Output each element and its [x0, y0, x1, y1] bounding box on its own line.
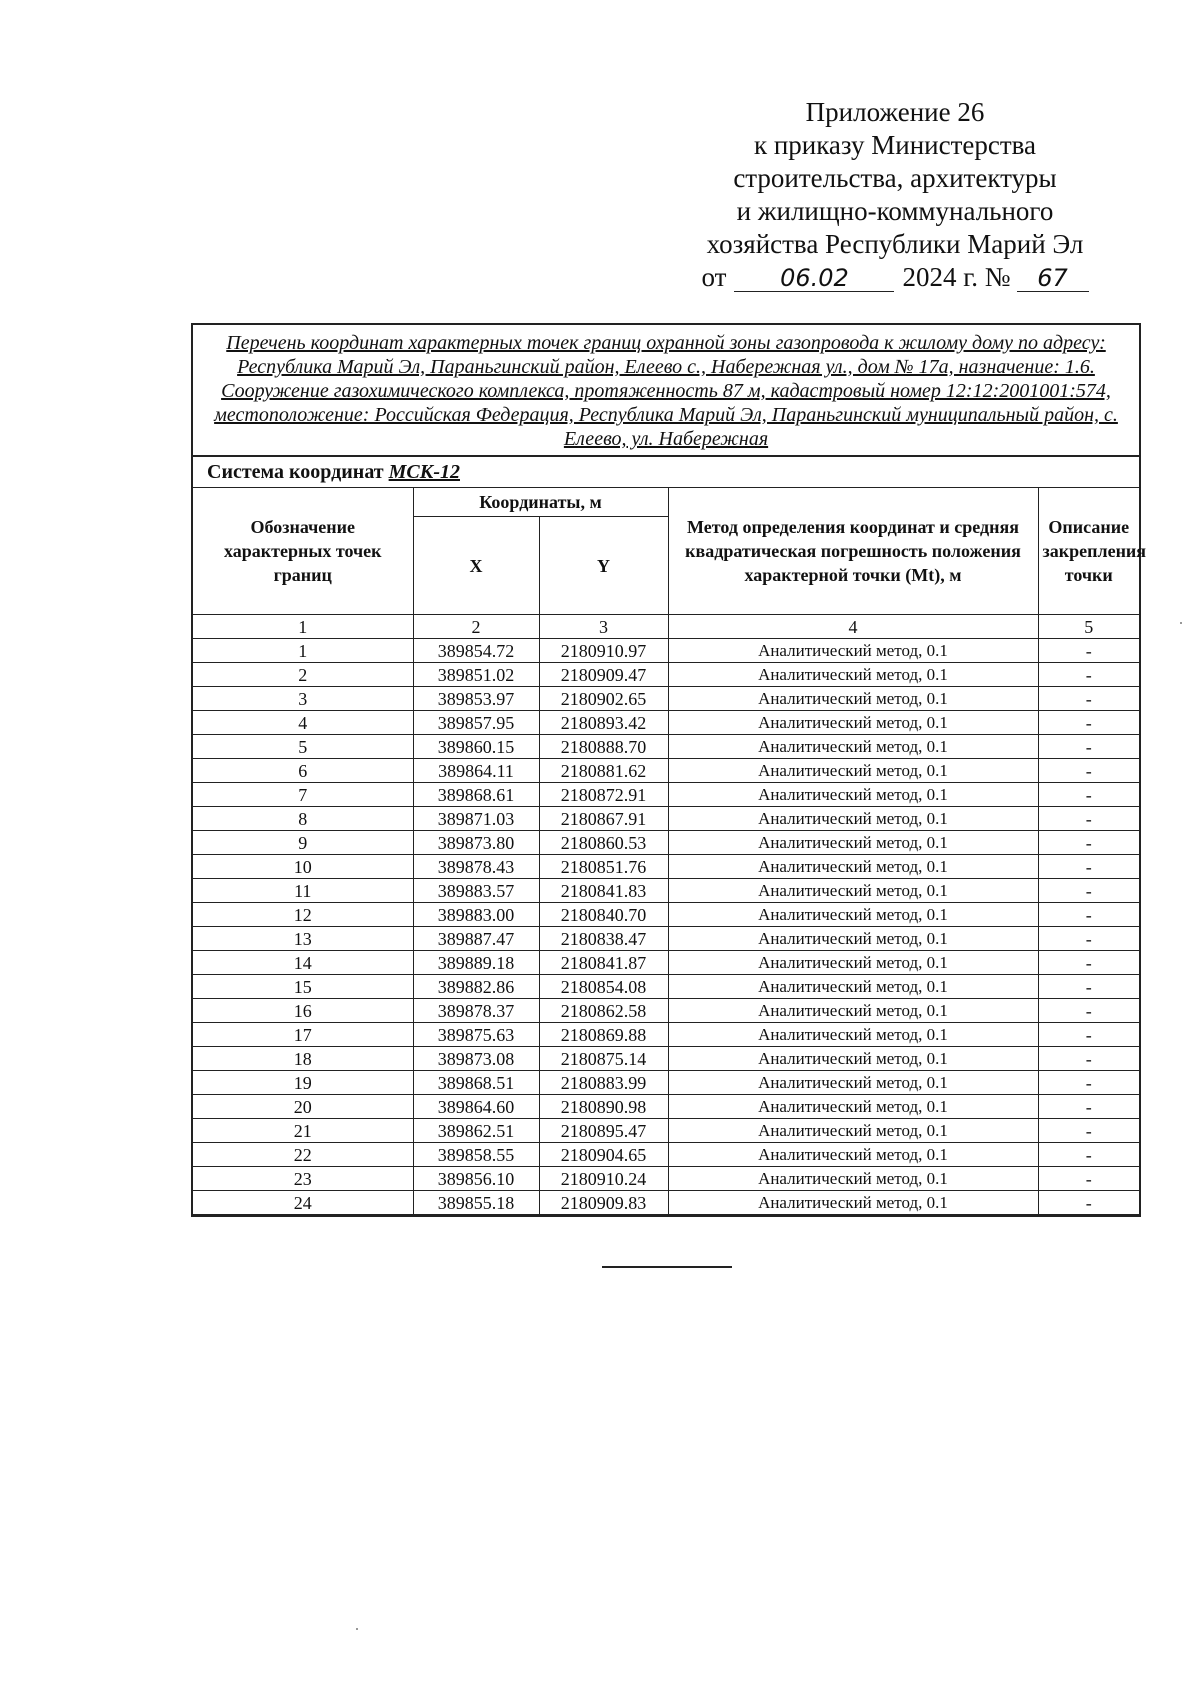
cell-y: 2180872.91	[539, 783, 668, 807]
cell-x: 389882.86	[413, 975, 539, 999]
cell-n: 2	[193, 663, 413, 687]
cell-method: Аналитический метод, 0.1	[668, 1143, 1038, 1167]
column-number: 5	[1038, 615, 1139, 639]
header-coordinates: Координаты, м	[413, 488, 668, 517]
cell-n: 3	[193, 687, 413, 711]
cell-n: 15	[193, 975, 413, 999]
cell-n: 16	[193, 999, 413, 1023]
cell-y: 2180904.65	[539, 1143, 668, 1167]
cell-x: 389855.18	[413, 1191, 539, 1215]
cell-y: 2180883.99	[539, 1071, 668, 1095]
cell-method: Аналитический метод, 0.1	[668, 807, 1038, 831]
cell-x: 389875.63	[413, 1023, 539, 1047]
column-number: 1	[193, 615, 413, 639]
column-number: 3	[539, 615, 668, 639]
cell-desc: -	[1038, 1143, 1139, 1167]
cell-x: 389856.10	[413, 1167, 539, 1191]
appendix-line: и жилищно-коммунального	[736, 196, 1054, 226]
scan-speck	[356, 1628, 358, 1630]
cell-desc: -	[1038, 975, 1139, 999]
cell-desc: -	[1038, 687, 1139, 711]
column-number: 4	[668, 615, 1038, 639]
cell-y: 2180869.88	[539, 1023, 668, 1047]
cell-n: 11	[193, 879, 413, 903]
order-date-line	[680, 261, 1110, 294]
appendix-line: хозяйства Республики Марий Эл	[706, 229, 1084, 259]
cell-desc: -	[1038, 783, 1139, 807]
table-row	[193, 1023, 1139, 1047]
cell-y: 2180875.14	[539, 1047, 668, 1071]
cell-desc: -	[1038, 711, 1139, 735]
appendix-line: Приложение 26	[805, 97, 985, 127]
cell-method: Аналитический метод, 0.1	[668, 735, 1038, 759]
cell-y: 2180841.87	[539, 951, 668, 975]
cell-y: 2180909.83	[539, 1191, 668, 1215]
cell-x: 389887.47	[413, 927, 539, 951]
cell-n: 4	[193, 711, 413, 735]
cell-desc: -	[1038, 879, 1139, 903]
cell-x: 389868.51	[413, 1071, 539, 1095]
cell-y: 2180840.70	[539, 903, 668, 927]
cell-y: 2180838.47	[539, 927, 668, 951]
table-row	[193, 999, 1139, 1023]
cell-method: Аналитический метод, 0.1	[668, 975, 1038, 999]
cell-method: Аналитический метод, 0.1	[668, 1191, 1038, 1215]
coordinates-table	[193, 488, 1147, 1215]
cell-x: 389854.72	[413, 639, 539, 663]
cell-method: Аналитический метод, 0.1	[668, 903, 1038, 927]
cell-n: 22	[193, 1143, 413, 1167]
table-row	[193, 783, 1139, 807]
cell-x: 389878.37	[413, 999, 539, 1023]
cell-method: Аналитический метод, 0.1	[668, 759, 1038, 783]
cell-desc: -	[1038, 855, 1139, 879]
cell-y: 2180854.08	[539, 975, 668, 999]
coordinate-system-name: МСК-12	[388, 461, 460, 483]
cell-n: 24	[193, 1191, 413, 1215]
cell-n: 13	[193, 927, 413, 951]
cell-y: 2180841.83	[539, 879, 668, 903]
cell-method: Аналитический метод, 0.1	[668, 1167, 1038, 1191]
cell-x: 389858.55	[413, 1143, 539, 1167]
cell-desc: -	[1038, 903, 1139, 927]
cell-method: Аналитический метод, 0.1	[668, 927, 1038, 951]
cell-method: Аналитический метод, 0.1	[668, 1119, 1038, 1143]
header-description: Описание закрепления точки	[1038, 488, 1139, 615]
cell-y: 2180910.24	[539, 1167, 668, 1191]
table-body	[193, 615, 1139, 1215]
cell-desc: -	[1038, 807, 1139, 831]
cell-x: 389873.08	[413, 1047, 539, 1071]
table-row	[193, 927, 1139, 951]
cell-method: Аналитический метод, 0.1	[668, 1023, 1038, 1047]
table-row	[193, 1095, 1139, 1119]
table-row	[193, 807, 1139, 831]
coordinates-table-frame	[191, 323, 1147, 1217]
cell-desc: -	[1038, 639, 1139, 663]
cell-y: 2180867.91	[539, 807, 668, 831]
cell-desc: -	[1038, 999, 1139, 1023]
cell-method: Аналитический метод, 0.1	[668, 663, 1038, 687]
cell-method: Аналитический метод, 0.1	[668, 711, 1038, 735]
table-row	[193, 1143, 1139, 1167]
cell-n: 19	[193, 1071, 413, 1095]
cell-x: 389864.11	[413, 759, 539, 783]
cell-desc: -	[1038, 1191, 1139, 1215]
cell-x: 389889.18	[413, 951, 539, 975]
table-row	[193, 759, 1139, 783]
cell-method: Аналитический метод, 0.1	[668, 855, 1038, 879]
cell-x: 389853.97	[413, 687, 539, 711]
cell-y: 2180860.53	[539, 831, 668, 855]
table-row	[193, 903, 1139, 927]
cell-y: 2180888.70	[539, 735, 668, 759]
cell-n: 21	[193, 1119, 413, 1143]
cell-n: 12	[193, 903, 413, 927]
header-y: Y	[539, 517, 668, 615]
cell-y: 2180851.76	[539, 855, 668, 879]
cell-desc: -	[1038, 951, 1139, 975]
cell-x: 389851.02	[413, 663, 539, 687]
cell-x: 389868.61	[413, 783, 539, 807]
cell-desc: -	[1038, 1047, 1139, 1071]
cell-desc: -	[1038, 663, 1139, 687]
table-row	[193, 831, 1139, 855]
cell-desc: -	[1038, 1071, 1139, 1095]
table-row	[193, 1167, 1139, 1191]
header-x: X	[413, 517, 539, 615]
cell-desc: -	[1038, 735, 1139, 759]
table-row	[193, 951, 1139, 975]
cell-n: 17	[193, 1023, 413, 1047]
cell-y: 2180893.42	[539, 711, 668, 735]
header-points: Обозначение характерных точек границ	[193, 488, 413, 615]
column-number: 2	[413, 615, 539, 639]
table-row	[193, 1119, 1139, 1143]
table-row	[193, 1047, 1139, 1071]
cell-desc: -	[1038, 831, 1139, 855]
table-row	[193, 735, 1139, 759]
cell-y: 2180909.47	[539, 663, 668, 687]
date-prefix: от	[701, 262, 727, 292]
cell-x: 389864.60	[413, 1095, 539, 1119]
cell-y: 2180881.62	[539, 759, 668, 783]
column-number-row	[193, 615, 1139, 639]
cell-method: Аналитический метод, 0.1	[668, 879, 1038, 903]
scan-speck	[1180, 622, 1182, 624]
cell-x: 389860.15	[413, 735, 539, 759]
closing-divider-line	[602, 1266, 732, 1268]
cell-method: Аналитический метод, 0.1	[668, 831, 1038, 855]
header-method: Метод определения координат и средняя квадратическая погрешность положения характерной точки (Mt), м	[668, 488, 1038, 615]
table-row	[193, 663, 1139, 687]
year-and-number-label: 2024 г. №	[902, 262, 1011, 292]
cell-n: 10	[193, 855, 413, 879]
table-row	[193, 711, 1139, 735]
cell-method: Аналитический метод, 0.1	[668, 687, 1038, 711]
table-row	[193, 1191, 1139, 1215]
cell-n: 20	[193, 1095, 413, 1119]
cell-desc: -	[1038, 1095, 1139, 1119]
cell-n: 9	[193, 831, 413, 855]
cell-method: Аналитический метод, 0.1	[668, 639, 1038, 663]
cell-method: Аналитический метод, 0.1	[668, 951, 1038, 975]
cell-n: 7	[193, 783, 413, 807]
cell-n: 14	[193, 951, 413, 975]
cell-y: 2180895.47	[539, 1119, 668, 1143]
cell-x: 389857.95	[413, 711, 539, 735]
coordinate-system-row	[193, 457, 1139, 488]
cell-method: Аналитический метод, 0.1	[668, 1095, 1038, 1119]
handwritten-date: 06.02	[734, 265, 894, 292]
cell-x: 389873.80	[413, 831, 539, 855]
cell-method: Аналитический метод, 0.1	[668, 1047, 1038, 1071]
table-row	[193, 687, 1139, 711]
cell-method: Аналитический метод, 0.1	[668, 999, 1038, 1023]
cell-n: 5	[193, 735, 413, 759]
cell-x: 389883.57	[413, 879, 539, 903]
cell-y: 2180910.97	[539, 639, 668, 663]
table-row	[193, 855, 1139, 879]
cell-n: 1	[193, 639, 413, 663]
table-row	[193, 879, 1139, 903]
table-row	[193, 639, 1139, 663]
appendix-header	[680, 96, 1110, 294]
cell-x: 389871.03	[413, 807, 539, 831]
cell-x: 389883.00	[413, 903, 539, 927]
table-row	[193, 1071, 1139, 1095]
cell-n: 23	[193, 1167, 413, 1191]
cell-y: 2180890.98	[539, 1095, 668, 1119]
cell-n: 8	[193, 807, 413, 831]
cell-x: 389862.51	[413, 1119, 539, 1143]
cell-n: 6	[193, 759, 413, 783]
cell-y: 2180862.58	[539, 999, 668, 1023]
cell-desc: -	[1038, 1023, 1139, 1047]
cell-method: Аналитический метод, 0.1	[668, 1071, 1038, 1095]
cell-desc: -	[1038, 1167, 1139, 1191]
cell-desc: -	[1038, 759, 1139, 783]
cell-x: 389878.43	[413, 855, 539, 879]
appendix-line: строительства, архитектуры	[733, 163, 1057, 193]
table-title: Перечень координат характерных точек границ охранной зоны газопровода к жилому дому по адресу: Республика Марий Эл, Параньгинский район, Елеево с., Набережная ул., дом № 17а, назначение: 1.6. Сооружение газохимического комплекса, протяженность 87 м, кадастровый номер 12:12:2001001:574, местоположение: Российская Федерация, Республика Марий Эл, Параньгинский муниципальный район, с. Елеево, ул. Набережная	[193, 325, 1139, 457]
appendix-line: к приказу Министерства	[753, 130, 1037, 160]
coordinate-system-label: Система координат	[207, 461, 384, 483]
table-row	[193, 975, 1139, 999]
cell-desc: -	[1038, 1119, 1139, 1143]
cell-y: 2180902.65	[539, 687, 668, 711]
cell-n: 18	[193, 1047, 413, 1071]
cell-method: Аналитический метод, 0.1	[668, 783, 1038, 807]
handwritten-order-number: 67	[1017, 265, 1089, 292]
cell-desc: -	[1038, 927, 1139, 951]
